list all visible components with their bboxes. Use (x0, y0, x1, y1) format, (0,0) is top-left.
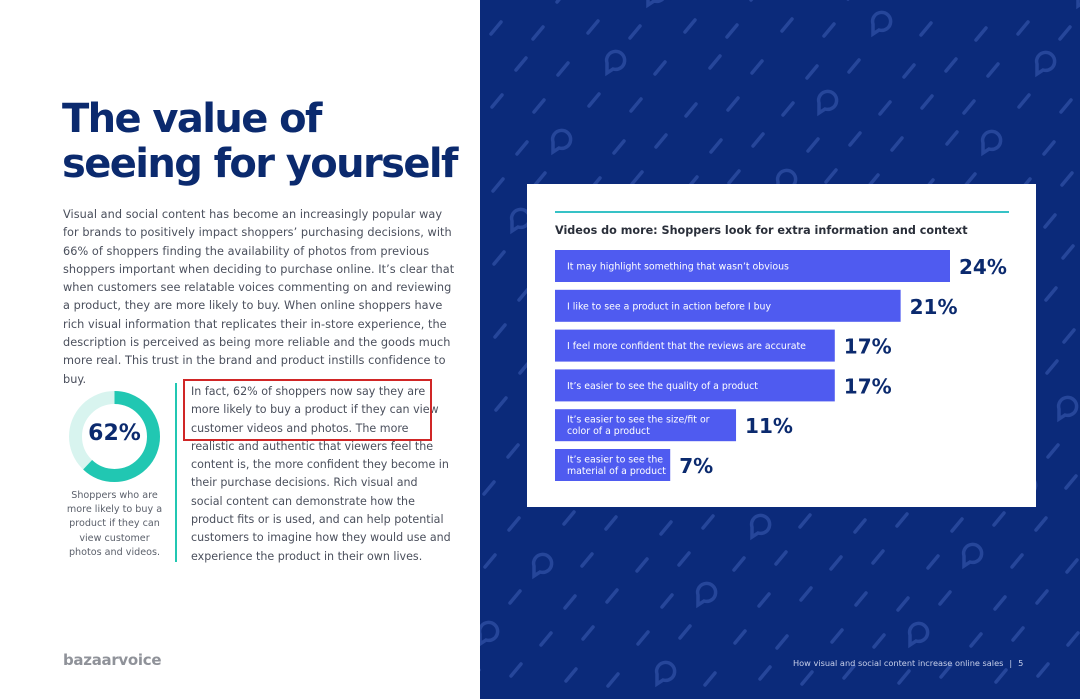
pattern-dash (631, 99, 641, 111)
quote-accent-bar (175, 383, 177, 562)
pattern-dash (734, 558, 744, 570)
bar-category-label: It’s easier to see the size/fit or color of a product (567, 414, 710, 438)
bar-value-label: 17% (843, 334, 892, 359)
bar-value-label: 21% (909, 294, 958, 319)
pattern-dash (996, 670, 1006, 682)
pattern-dash (874, 635, 884, 647)
pattern-dash (952, 519, 962, 531)
footer-separator: | (1009, 658, 1013, 668)
pattern-dash (1060, 27, 1070, 39)
pattern-dash (516, 58, 526, 70)
speech-bubble-icon (910, 623, 928, 645)
pattern-dash (541, 633, 551, 645)
title-line-1: The value of (62, 96, 321, 142)
pattern-dash (534, 100, 544, 112)
pattern-dash (703, 516, 713, 528)
pattern-dash (655, 62, 665, 74)
chart-title: Videos do more: Shoppers look for extra information and context (555, 224, 968, 237)
pattern-dash (976, 28, 986, 40)
bar-category-label: It’s easier to see the material of a product (567, 454, 666, 477)
footer-text: How visual and social content increase online sales (793, 658, 1004, 668)
speech-bubble-icon (752, 515, 770, 537)
pattern-dash (1019, 95, 1029, 107)
pattern-dash (964, 101, 974, 113)
pattern-dash (710, 56, 720, 68)
pattern-dash (1047, 361, 1057, 373)
pattern-dash (1018, 22, 1028, 34)
pattern-dash (606, 517, 616, 529)
pattern-dash (904, 65, 914, 77)
pattern-dash (1012, 555, 1022, 567)
pattern-dash (656, 135, 666, 147)
speech-bubble-icon (607, 51, 625, 73)
pattern-dash (782, 19, 792, 31)
pattern-dash (873, 551, 883, 563)
pattern-dash (1066, 476, 1076, 488)
pattern-dash (849, 60, 859, 72)
pattern-dash (1062, 173, 1072, 185)
pattern-dash (947, 132, 957, 144)
pattern-dash (850, 133, 860, 145)
stat-value: 62% (88, 421, 141, 446)
speech-bubble-icon (819, 91, 837, 113)
speech-bubble-icon (1037, 52, 1055, 74)
pattern-dash (898, 598, 908, 610)
pattern-dash (1013, 628, 1023, 640)
pattern-dash (971, 634, 981, 646)
pattern-dash (1036, 518, 1046, 530)
pattern-dash (752, 61, 762, 73)
speech-bubble-icon (648, 0, 666, 5)
pattern-dash (922, 96, 932, 108)
pattern-dash (637, 559, 647, 571)
pattern-dash (729, 171, 739, 183)
pattern-dash (760, 667, 770, 679)
chart-card (527, 184, 1036, 507)
pattern-dash (1068, 633, 1078, 645)
pattern-dash (558, 63, 568, 75)
pattern-dash (517, 142, 527, 154)
page-number: 5 (1018, 658, 1024, 668)
speech-bubble-icon (964, 544, 982, 566)
pattern-dash (855, 520, 865, 532)
stat-caption: Shoppers who are more likely to buy a product if they can view customer photos and videos. (66, 490, 163, 558)
bar-category-label: I like to see a product in action before I buy (567, 301, 772, 313)
page-title (62, 97, 472, 187)
pattern-dash (564, 512, 574, 524)
quote-paragraph: In fact, 62% of shoppers now say they are more likely to buy a product if they can view customer videos and photos. The more realistic and authentic that viewers feel the content is, the more confident they become in their purchase decisions. Rich visual and social content can demonstrate how the product fits or is used, and can help potential customers to imagine how they would use and experience the product in their own lives. (191, 385, 451, 563)
bar-value-label: 11% (745, 414, 793, 439)
pattern-dash (808, 139, 818, 151)
speech-bubble-icon (873, 12, 891, 34)
pattern-dash (491, 22, 501, 34)
pattern-dash (994, 513, 1004, 525)
pattern-dash (824, 24, 834, 36)
pattern-dash (897, 514, 907, 526)
speech-bubble-icon (480, 622, 498, 644)
pattern-dash (735, 631, 745, 643)
pattern-dash (1046, 288, 1056, 300)
pattern-dash (680, 626, 690, 638)
pattern-dash (1067, 560, 1077, 572)
pattern-dash (705, 673, 715, 685)
pattern-dash (988, 64, 998, 76)
pattern-dash (801, 588, 811, 600)
title-line-2: seeing for yourself (62, 141, 457, 187)
pattern-dash (630, 26, 640, 38)
pattern-dash (686, 104, 696, 116)
bar-category-label: It may highlight something that wasn’t obvious (567, 261, 789, 273)
pattern-dash (484, 482, 494, 494)
pattern-dash (1063, 246, 1073, 258)
pattern-dash (607, 590, 617, 602)
pattern-dash (614, 141, 624, 153)
pattern-dash (727, 25, 737, 37)
pattern-dash (759, 594, 769, 606)
pattern-dash (783, 103, 793, 115)
pattern-dash (485, 555, 495, 567)
pattern-dash (1044, 142, 1054, 154)
pattern-dash (557, 0, 567, 2)
pattern-dash (1037, 591, 1047, 603)
pattern-dash (685, 20, 695, 32)
pattern-dash (728, 98, 738, 110)
pattern-dash (807, 66, 817, 78)
pattern-dash (493, 179, 503, 191)
pattern-dash (831, 557, 841, 569)
pattern-dash (1064, 330, 1074, 342)
speech-bubble-icon (1059, 397, 1077, 419)
pattern-dash (856, 593, 866, 605)
pattern-dash (565, 596, 575, 608)
pattern-dash (928, 556, 938, 568)
pattern-dash (832, 630, 842, 642)
bar-value-label: 24% (959, 255, 1007, 279)
bar-category-label: It’s easier to see the quality of a product (567, 380, 758, 392)
pattern-dash (995, 597, 1005, 609)
intro-paragraph: Visual and social content has become an increasingly popular way for brands to positively impact shoppers’ purchasing decisions, with 66% of shoppers finding the availability of photos from previous shoppers important when deciding to purchase online. It’s clear that when customers see relatable voices commenting on and reviewing a product, they are more likely to buy. When online shoppers have rich visual information that replicates their in-store experience, the description is perceived as being more reliable and the goods much more real. This trust in the brand and product instills confidence to buy. (63, 208, 455, 386)
pattern-dash (946, 59, 956, 71)
pattern-dash (508, 445, 518, 457)
pattern-dash (511, 664, 521, 676)
pattern-dash (661, 522, 671, 534)
pattern-dash (494, 252, 504, 264)
bar-chart (527, 184, 1036, 507)
speech-bubble-icon (657, 662, 675, 684)
pattern-dash (826, 170, 836, 182)
pattern-dash (566, 669, 576, 681)
pattern-dash (802, 672, 812, 684)
left-panel (0, 0, 480, 699)
pattern-dash (509, 518, 519, 530)
pattern-dash (495, 325, 505, 337)
bar-value-label: 17% (843, 374, 892, 399)
bazaarvoice-logo: bazaarvoice (63, 651, 162, 669)
pattern-dash (921, 23, 931, 35)
pattern-dash (533, 27, 543, 39)
footer (793, 658, 1023, 668)
highlight-box (183, 379, 432, 441)
pattern-dash (632, 172, 642, 184)
pattern-dash (1038, 664, 1048, 676)
pattern-dash (880, 102, 890, 114)
pattern-dash (800, 515, 810, 527)
pattern-dash (892, 138, 902, 150)
bar-category-label: I feel more confident that the reviews are accurate (567, 341, 806, 353)
pattern-dash (583, 627, 593, 639)
pattern-dash (582, 554, 592, 566)
pattern-dash (753, 134, 763, 146)
pattern-dash (496, 398, 506, 410)
pattern-dash (510, 591, 520, 603)
pattern-dash (940, 592, 950, 604)
speech-bubble-icon (698, 583, 716, 605)
speech-bubble-icon (553, 130, 571, 152)
pattern-dash (1048, 445, 1058, 457)
speech-bubble-icon (983, 131, 1001, 153)
pattern-dash (492, 95, 502, 107)
pattern-dash (777, 636, 787, 648)
pattern-dash (1061, 100, 1071, 112)
pattern-dash (608, 674, 618, 686)
pattern-dash (638, 632, 648, 644)
pattern-dash (776, 552, 786, 564)
pattern-dash (589, 94, 599, 106)
speech-bubble-icon (534, 554, 552, 576)
pattern-dash (711, 140, 721, 152)
pattern-dash (899, 671, 909, 683)
pattern-dash (1045, 215, 1055, 227)
pattern-dash (588, 21, 598, 33)
bar-value-label: 7% (679, 454, 714, 478)
pattern-dash (679, 553, 689, 565)
pattern-dash (662, 595, 672, 607)
